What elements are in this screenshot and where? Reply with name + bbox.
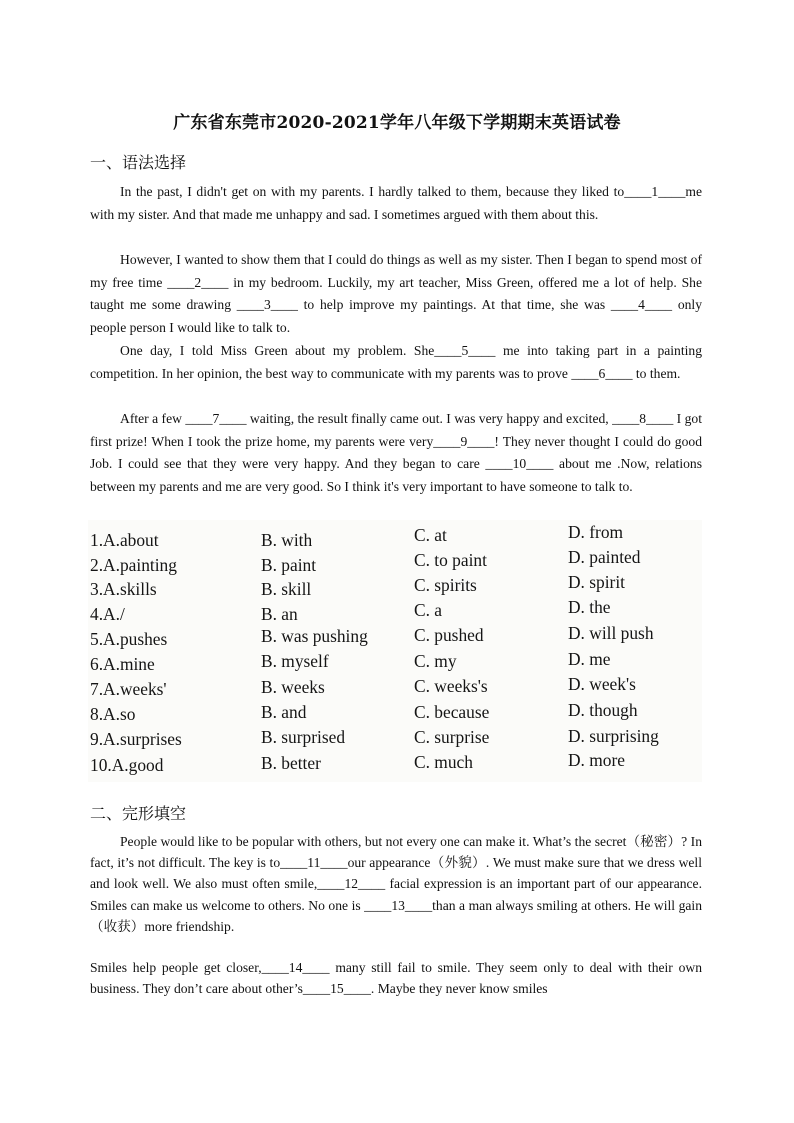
section-1-heading: 一、语法选择 — [90, 153, 187, 172]
option-d: D. more — [568, 750, 625, 770]
option-d: D. spirit — [568, 572, 626, 592]
passage-paragraph-2: However, I wanted to show them that I could do things as well as my sister. Then I began to spend most of my free time ____2____ in my bedroom. Luckily, my art teacher, Miss Green, offered me a lot of help. She taught me some drawing ____3____ to help improve my paintings. At that time, she was ____4____ only people person I would like to talk to. — [90, 252, 702, 335]
page-title: 广东省东莞市2020-2021学年八年级下学期期末英语试卷 — [173, 113, 621, 133]
option-d: D. the — [568, 597, 611, 617]
option-c: C. a — [414, 600, 443, 620]
option-c: C. to paint — [414, 550, 487, 570]
option-a: 9.A.surprises — [90, 729, 182, 749]
options-table — [88, 520, 702, 782]
option-c: C. weeks's — [414, 676, 488, 696]
option-c: C. surprise — [414, 727, 490, 747]
option-a: 4.A./ — [90, 604, 125, 624]
option-a: 3.A.skills — [90, 579, 157, 599]
passage-paragraph-1: In the past, I didn't get on with my parents. I hardly talked to them, because they liked to____1____me with my sister. And that made me unhappy and sad. I sometimes argued with them about this. — [90, 184, 702, 222]
option-b: B. skill — [261, 579, 312, 599]
option-b: B. with — [261, 530, 313, 550]
option-d: D. me — [568, 649, 611, 669]
option-a: 5.A.pushes — [90, 629, 168, 649]
option-b: B. was pushing — [261, 626, 368, 646]
option-a: 2.A.painting — [90, 555, 177, 575]
option-d: D. surprising — [568, 726, 659, 746]
option-d: D. though — [568, 700, 638, 720]
option-b: B. myself — [261, 651, 329, 671]
option-a: 7.A.weeks' — [90, 679, 167, 699]
option-c: C. at — [414, 525, 447, 545]
option-a: 10.A.good — [90, 755, 164, 775]
option-a: 1.A.about — [90, 530, 159, 550]
option-d: D. will push — [568, 623, 654, 643]
option-c: C. much — [414, 752, 473, 772]
option-row — [88, 750, 702, 780]
option-b: B. surprised — [261, 727, 346, 747]
option-b: B. weeks — [261, 677, 325, 697]
option-b: B. better — [261, 753, 321, 773]
option-d: D. from — [568, 522, 624, 542]
option-c: C. spirits — [414, 575, 477, 595]
option-a: 6.A.mine — [90, 654, 155, 674]
option-c: C. because — [414, 702, 490, 722]
option-a: 8.A.so — [90, 704, 136, 724]
option-b: B. and — [261, 702, 307, 722]
option-d: D. painted — [568, 547, 641, 567]
passage-paragraph-3: One day, I told Miss Green about my problem. She____5____ me into taking part in a painting competition. In her opinion, the best way to communicate with my parents was to prove ____6____ to them. — [90, 343, 702, 381]
passage-paragraph-6: Smiles help people get closer,____14____ many still fail to smile. They seem only to deal with their own business. They don’t care about other’s____15____. Maybe they never know smiles — [90, 960, 702, 997]
option-d: D. week's — [568, 674, 636, 694]
passage-paragraph-5: People would like to be popular with others, but not every one can make it. What’s the secret（秘密）? In fact, it’s not difficult. The key is to____11____our appearance（外貌）. We must make sure that we dress well and look well. We also must often smile,____12____ facial expression is an important part of our appearance. Smiles can make us welcome to others. No one is ____13____than a man always smiling at others. He will gain（收获）more friendship. — [90, 834, 702, 934]
option-b: B. paint — [261, 555, 317, 575]
passage-paragraph-4: After a few ____7____ waiting, the result finally came out. I was very happy and excited, ____8____ I got first prize! When I took the prize home, my parents were very____9____! They never thought I could do good Job. I could see that they were very happy. And they began to care ____10____ about me .Now, relations between my parents and me are very good. So I think it's very important to have someone to talk to. — [90, 411, 702, 494]
option-c: C. my — [414, 651, 457, 671]
option-b: B. an — [261, 604, 298, 624]
section-2-heading: 二、完形填空 — [90, 804, 187, 823]
option-c: C. pushed — [414, 625, 484, 645]
